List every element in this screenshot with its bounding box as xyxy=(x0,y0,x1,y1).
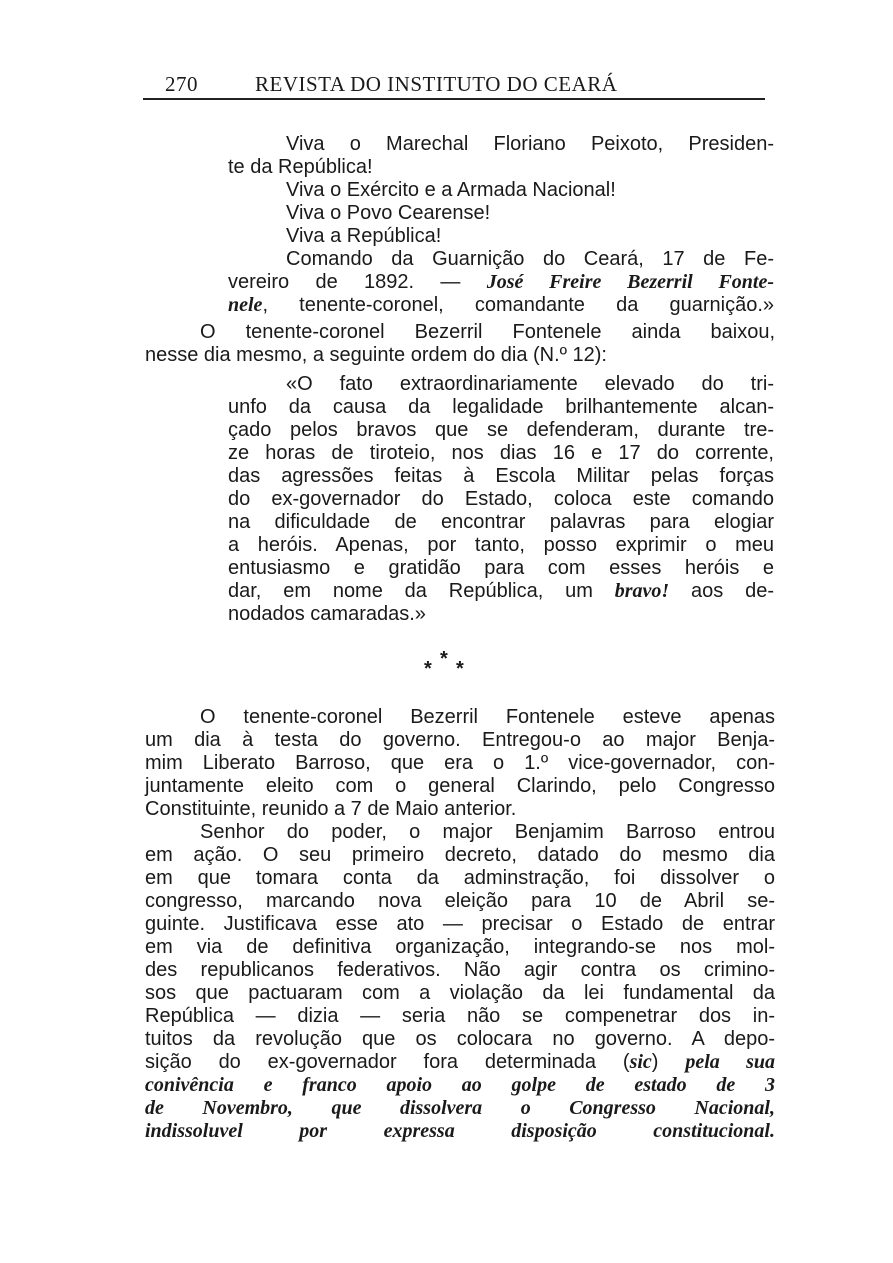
text-line: conivência e franco apoio ao golpe de estado de 3 xyxy=(145,1074,775,1096)
text-line: guinte. Justificava esse ato — precisar o Estado de entrar xyxy=(145,913,775,935)
text-line: unfo da causa da legalidade brilhantemente alcan- xyxy=(228,396,774,418)
text-line: des republicanos federativos. Não agir contra os crimino- xyxy=(145,959,775,981)
text-line: do ex-governador do Estado, coloca este comando xyxy=(228,488,774,510)
text-line xyxy=(228,580,774,603)
text-line: a heróis. Apenas, por tanto, posso exprimir o meu xyxy=(228,534,774,556)
text-line: em ação. O seu primeiro decreto, datado do mesmo dia xyxy=(145,844,775,866)
text-span: aos de- xyxy=(669,580,774,602)
text-line: sos que pactuaram com a violação da lei fundamental da xyxy=(145,982,775,1004)
order-of-the-day-quote xyxy=(228,373,774,626)
text-line: em que tomara conta da adminstração, foi dissolver o xyxy=(145,867,775,889)
italic-span: sic xyxy=(629,1051,652,1073)
italic-span: bravo! xyxy=(614,580,670,602)
text-line: Constituinte, reunido a 7 de Maio anterior. xyxy=(145,798,517,820)
text-line: Senhor do poder, o major Benjamim Barroso entrou xyxy=(200,821,775,843)
text-line: indissoluvel por expressa disposição constitucional. xyxy=(145,1120,775,1142)
text-line: tuitos da revolução que os colocara no governo. A depo- xyxy=(145,1028,775,1050)
text-line: nodados camaradas.» xyxy=(228,603,426,625)
text-line: de Novembro, que dissolvera o Congresso Nacional, xyxy=(145,1097,775,1119)
text-line: nesse dia mesmo, a seguinte ordem do dia (N.º 12): xyxy=(145,344,607,366)
text-line: Viva a República! xyxy=(286,225,442,247)
text-line: O tenente-coronel Bezerril Fontenele esteve apenas xyxy=(200,706,775,728)
text-line: çado pelos bravos que se defenderam, durante tre- xyxy=(228,419,774,441)
text-line: O tenente-coronel Bezerril Fontenele ainda baixou, xyxy=(200,321,775,343)
narrative-paragraph-1 xyxy=(145,321,775,367)
text-line: Viva o Exército e a Armada Nacional! xyxy=(286,179,616,201)
text-line: República — dizia — seria não se compenetrar dos in- xyxy=(145,1005,775,1027)
text-line: Viva o Marechal Floriano Peixoto, Presiden- xyxy=(286,133,774,155)
italic-span: José Freire Bezerril Fonte- xyxy=(486,271,774,293)
text-line: em via de definitiva organização, integrando-se nos mol- xyxy=(145,936,775,958)
text-line xyxy=(228,294,774,317)
italic-span: pela sua xyxy=(685,1051,776,1073)
text-line: «O fato extraordinariamente elevado do tri- xyxy=(286,373,774,395)
journal-title: REVISTA DO INSTITUTO DO CEARÁ xyxy=(255,72,618,96)
text-line: te da República! xyxy=(228,156,373,178)
text-span: vereiro de 1892. — xyxy=(228,271,487,293)
text-line: ze horas de tiroteio, nos dias 16 e 17 do corrente, xyxy=(228,442,774,464)
text-line: juntamente eleito com o general Clarindo, pelo Congresso xyxy=(145,775,775,797)
text-line: congresso, marcando nova eleição para 10 de Abril se- xyxy=(145,890,775,912)
section-separator: * * * xyxy=(424,648,464,680)
proclamation-quote xyxy=(228,133,774,317)
text-span: , tenente-coronel, comandante da guarnição.» xyxy=(262,294,774,316)
text-line xyxy=(145,1051,775,1074)
text-line xyxy=(228,271,774,294)
text-span: ) xyxy=(651,1051,686,1073)
text-line: na dificuldade de encontrar palavras para elogiar xyxy=(228,511,774,533)
text-line: Comando da Guarnição do Ceará, 17 de Fe- xyxy=(286,248,774,270)
text-span: sição do ex-governador fora determinada ( xyxy=(145,1051,630,1073)
text-span: dar, em nome da República, um xyxy=(228,580,615,602)
text-line: um dia à testa do governo. Entregou-o ao major Benja- xyxy=(145,729,775,751)
text-line: mim Liberato Barroso, que era o 1.º vice-governador, con- xyxy=(145,752,775,774)
italic-span: nele xyxy=(228,294,263,316)
running-header xyxy=(143,72,765,100)
page-number: 270 xyxy=(165,72,198,96)
text-line: das agressões feitas à Escola Militar pelas forças xyxy=(228,465,774,487)
text-line: Viva o Povo Cearense! xyxy=(286,202,491,224)
narrative-paragraph-2 xyxy=(145,706,775,1143)
text-line: entusiasmo e gratidão para com esses heróis e xyxy=(228,557,774,579)
